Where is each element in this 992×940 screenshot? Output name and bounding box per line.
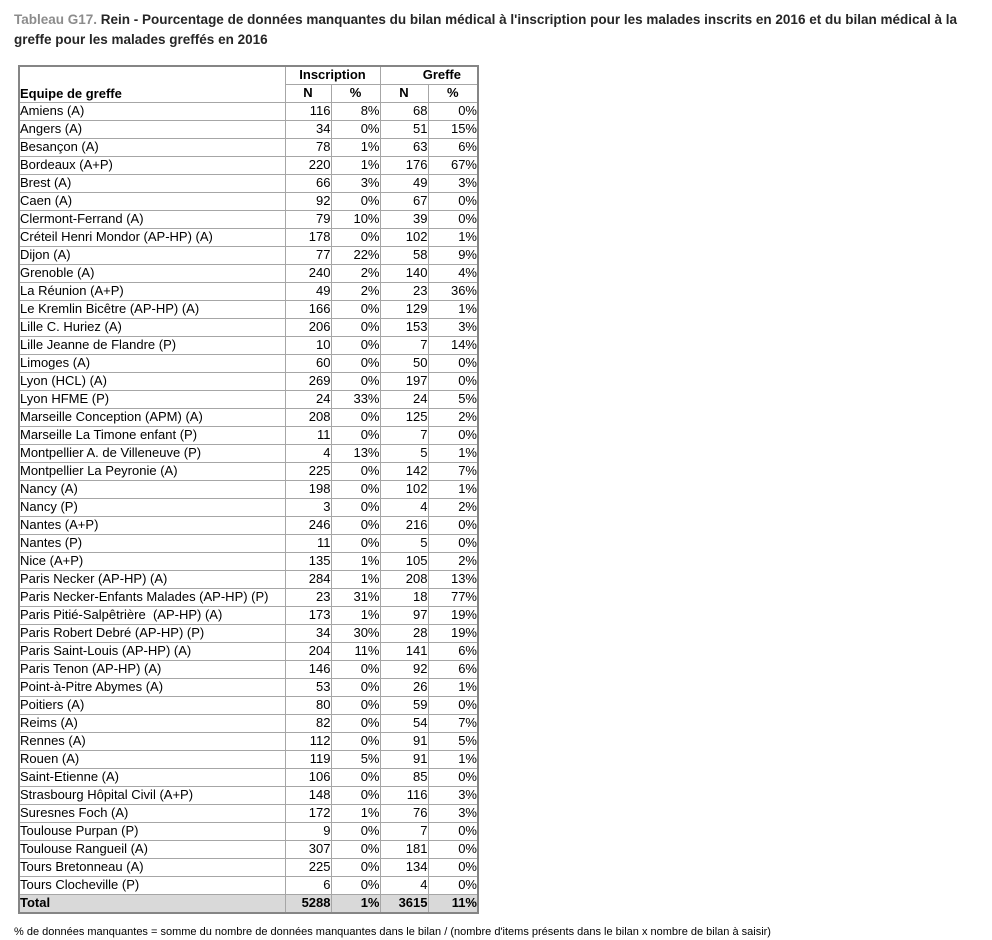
greffe-pct-cell: 1%: [428, 750, 478, 768]
inscription-n-cell: 178: [285, 228, 331, 246]
greffe-n-cell: 7: [380, 426, 428, 444]
team-name-cell: Angers (A): [19, 120, 285, 138]
inscription-pct-cell: 0%: [331, 228, 380, 246]
table-row: [19, 750, 478, 768]
inscription-n-cell: 78: [285, 138, 331, 156]
inscription-n-cell: 66: [285, 174, 331, 192]
team-name-cell: Grenoble (A): [19, 264, 285, 282]
greffe-pct-cell: 3%: [428, 318, 478, 336]
greffe-pct-cell: 19%: [428, 624, 478, 642]
team-name-cell: Poitiers (A): [19, 696, 285, 714]
inscription-pct-cell: 8%: [331, 102, 380, 120]
inscription-n-cell: 24: [285, 390, 331, 408]
table-row: [19, 768, 478, 786]
greffe-n-cell: 102: [380, 480, 428, 498]
inscription-pct-cell: 1%: [331, 606, 380, 624]
team-name-cell: Nice (A+P): [19, 552, 285, 570]
table-row: [19, 462, 478, 480]
table-row: [19, 804, 478, 822]
greffe-n-cell: 76: [380, 804, 428, 822]
table-row: [19, 732, 478, 750]
team-name-cell: Bordeaux (A+P): [19, 156, 285, 174]
inscription-n-cell: 82: [285, 714, 331, 732]
greffe-n-cell: 105: [380, 552, 428, 570]
inscription-pct-cell: 0%: [331, 660, 380, 678]
greffe-pct-cell: 9%: [428, 246, 478, 264]
greffe-n-cell: 7: [380, 336, 428, 354]
group-header-row: [19, 66, 478, 85]
greffe-pct-cell: 0%: [428, 858, 478, 876]
greffe-n-cell: 142: [380, 462, 428, 480]
inscription-n-cell: 172: [285, 804, 331, 822]
greffe-n-cell: 68: [380, 102, 428, 120]
table-row: [19, 300, 478, 318]
inscription-n-cell: 10: [285, 336, 331, 354]
greffe-n-cell: 102: [380, 228, 428, 246]
inscription-n-cell: 225: [285, 462, 331, 480]
inscription-pct-cell: 1%: [331, 804, 380, 822]
greffe-n-cell: 23: [380, 282, 428, 300]
inscription-pct-cell: 0%: [331, 498, 380, 516]
inscription-pct-cell: 2%: [331, 264, 380, 282]
inscription-n-cell: 269: [285, 372, 331, 390]
team-name-cell: Tours Clocheville (P): [19, 876, 285, 894]
greffe-n-cell: 39: [380, 210, 428, 228]
table-row: [19, 606, 478, 624]
greffe-pct-cell: 1%: [428, 444, 478, 462]
inscription-pct-cell: 0%: [331, 192, 380, 210]
inscription-n-cell: 225: [285, 858, 331, 876]
data-table: [18, 65, 479, 914]
team-name-cell: Saint-Etienne (A): [19, 768, 285, 786]
inscription-n-cell: 116: [285, 102, 331, 120]
inscription-pct-cell: 0%: [331, 534, 380, 552]
greffe-pct-cell: 6%: [428, 660, 478, 678]
team-name-cell: Paris Saint-Louis (AP-HP) (A): [19, 642, 285, 660]
table-row: [19, 426, 478, 444]
inscription-n-cell: 3: [285, 498, 331, 516]
greffe-n-cell: 59: [380, 696, 428, 714]
greffe-pct-cell: 2%: [428, 552, 478, 570]
col-header-inscription-pct: %: [331, 84, 380, 102]
inscription-n-cell: 135: [285, 552, 331, 570]
table-row: [19, 876, 478, 894]
greffe-n-cell: 24: [380, 390, 428, 408]
inscription-n-cell: 106: [285, 768, 331, 786]
inscription-n-cell: 11: [285, 426, 331, 444]
inscription-pct-cell: 0%: [331, 372, 380, 390]
inscription-n-cell: 4: [285, 444, 331, 462]
table-row: [19, 534, 478, 552]
inscription-pct-cell: 0%: [331, 408, 380, 426]
greffe-n-cell: 181: [380, 840, 428, 858]
team-name-cell: Le Kremlin Bicêtre (AP-HP) (A): [19, 300, 285, 318]
greffe-n-cell: 51: [380, 120, 428, 138]
table-row: [19, 714, 478, 732]
inscription-pct-cell: 13%: [331, 444, 380, 462]
inscription-n-cell: 198: [285, 480, 331, 498]
table-row: [19, 372, 478, 390]
greffe-n-cell: 91: [380, 732, 428, 750]
greffe-n-cell: 208: [380, 570, 428, 588]
table-row: [19, 228, 478, 246]
greffe-n-cell: 5: [380, 534, 428, 552]
inscription-pct-cell: 0%: [331, 480, 380, 498]
team-name-cell: Suresnes Foch (A): [19, 804, 285, 822]
team-name-cell: Montpellier A. de Villeneuve (P): [19, 444, 285, 462]
greffe-pct-cell: 15%: [428, 120, 478, 138]
table-row: [19, 642, 478, 660]
inscription-n-cell: 119: [285, 750, 331, 768]
inscription-pct-cell: 0%: [331, 840, 380, 858]
inscription-n-cell: 11: [285, 534, 331, 552]
inscription-pct-cell: 0%: [331, 300, 380, 318]
greffe-pct-cell: 3%: [428, 174, 478, 192]
greffe-n-cell: 125: [380, 408, 428, 426]
inscription-n-cell: 307: [285, 840, 331, 858]
inscription-n-cell: 208: [285, 408, 331, 426]
greffe-pct-cell: 5%: [428, 732, 478, 750]
inscription-n-cell: 112: [285, 732, 331, 750]
table-header: [19, 66, 478, 103]
greffe-n-cell: 50: [380, 354, 428, 372]
table-row: [19, 624, 478, 642]
greffe-pct-cell: 1%: [428, 480, 478, 498]
inscription-pct-cell: 22%: [331, 246, 380, 264]
team-name-cell: Lyon (HCL) (A): [19, 372, 285, 390]
greffe-n-cell: 129: [380, 300, 428, 318]
table-row: [19, 570, 478, 588]
inscription-n-cell: 53: [285, 678, 331, 696]
inscription-pct-cell: 0%: [331, 336, 380, 354]
team-name-cell: Clermont-Ferrand (A): [19, 210, 285, 228]
table-row: [19, 354, 478, 372]
team-name-cell: Reims (A): [19, 714, 285, 732]
inscription-pct-cell: 5%: [331, 750, 380, 768]
greffe-n-cell: 216: [380, 516, 428, 534]
team-name-cell: Limoges (A): [19, 354, 285, 372]
greffe-n-cell: 92: [380, 660, 428, 678]
team-name-cell: Lille Jeanne de Flandre (P): [19, 336, 285, 354]
greffe-n-cell: 54: [380, 714, 428, 732]
table-row: [19, 246, 478, 264]
inscription-pct-cell: 0%: [331, 354, 380, 372]
table-row: [19, 822, 478, 840]
table-row: [19, 444, 478, 462]
inscription-n-cell: 166: [285, 300, 331, 318]
table-row: [19, 102, 478, 120]
greffe-pct-cell: 1%: [428, 228, 478, 246]
greffe-pct-cell: 0%: [428, 192, 478, 210]
inscription-n-cell: 9: [285, 822, 331, 840]
table-body: [19, 102, 478, 894]
greffe-pct-cell: 36%: [428, 282, 478, 300]
table-row: [19, 318, 478, 336]
total-greffe-pct-cell: 11%: [428, 894, 478, 913]
inscription-pct-cell: 0%: [331, 426, 380, 444]
table-title: [14, 10, 976, 51]
inscription-n-cell: 146: [285, 660, 331, 678]
table-row: [19, 336, 478, 354]
inscription-n-cell: 77: [285, 246, 331, 264]
team-name-cell: Lille C. Huriez (A): [19, 318, 285, 336]
greffe-n-cell: 176: [380, 156, 428, 174]
greffe-pct-cell: 13%: [428, 570, 478, 588]
inscription-pct-cell: 1%: [331, 138, 380, 156]
inscription-pct-cell: 0%: [331, 462, 380, 480]
team-name-cell: Marseille La Timone enfant (P): [19, 426, 285, 444]
greffe-pct-cell: 0%: [428, 426, 478, 444]
table-row: [19, 516, 478, 534]
table-footer: [19, 894, 478, 913]
table-row: [19, 786, 478, 804]
total-row: [19, 894, 478, 913]
greffe-pct-cell: 3%: [428, 804, 478, 822]
inscription-n-cell: 79: [285, 210, 331, 228]
inscription-pct-cell: 31%: [331, 588, 380, 606]
table-row: [19, 156, 478, 174]
greffe-n-cell: 134: [380, 858, 428, 876]
greffe-pct-cell: 77%: [428, 588, 478, 606]
total-greffe-n-cell: 3615: [380, 894, 428, 913]
team-name-cell: Rennes (A): [19, 732, 285, 750]
table-row: [19, 858, 478, 876]
greffe-n-cell: 97: [380, 606, 428, 624]
greffe-pct-cell: 14%: [428, 336, 478, 354]
team-name-cell: Créteil Henri Mondor (AP-HP) (A): [19, 228, 285, 246]
inscription-pct-cell: 1%: [331, 570, 380, 588]
team-name-cell: La Réunion (A+P): [19, 282, 285, 300]
table-row: [19, 192, 478, 210]
inscription-pct-cell: 0%: [331, 858, 380, 876]
inscription-n-cell: 246: [285, 516, 331, 534]
greffe-pct-cell: 0%: [428, 840, 478, 858]
greffe-n-cell: 67: [380, 192, 428, 210]
table-row: [19, 660, 478, 678]
inscription-pct-cell: 0%: [331, 732, 380, 750]
inscription-pct-cell: 33%: [331, 390, 380, 408]
greffe-pct-cell: 0%: [428, 768, 478, 786]
inscription-pct-cell: 30%: [331, 624, 380, 642]
footnote: % de données manquantes = somme du nombre de données manquantes dans le bilan / (nombre d'items présents dans le bilan x nombre de bilan à saisir): [14, 925, 771, 938]
inscription-pct-cell: 0%: [331, 714, 380, 732]
inscription-pct-cell: 1%: [331, 156, 380, 174]
col-group-greffe: Greffe: [380, 66, 478, 85]
inscription-pct-cell: 0%: [331, 516, 380, 534]
inscription-pct-cell: 3%: [331, 174, 380, 192]
greffe-n-cell: 63: [380, 138, 428, 156]
greffe-n-cell: 153: [380, 318, 428, 336]
greffe-pct-cell: 0%: [428, 696, 478, 714]
greffe-pct-cell: 0%: [428, 516, 478, 534]
table-row: [19, 480, 478, 498]
inscription-n-cell: 49: [285, 282, 331, 300]
total-inscription-n-cell: 5288: [285, 894, 331, 913]
greffe-pct-cell: 19%: [428, 606, 478, 624]
inscription-pct-cell: 0%: [331, 768, 380, 786]
greffe-pct-cell: 6%: [428, 138, 478, 156]
inscription-n-cell: 284: [285, 570, 331, 588]
inscription-pct-cell: 0%: [331, 876, 380, 894]
greffe-pct-cell: 0%: [428, 372, 478, 390]
table-row: [19, 282, 478, 300]
greffe-pct-cell: 0%: [428, 210, 478, 228]
col-header-greffe-pct: %: [428, 84, 478, 102]
greffe-n-cell: 5: [380, 444, 428, 462]
greffe-pct-cell: 7%: [428, 462, 478, 480]
greffe-n-cell: 26: [380, 678, 428, 696]
table-row: [19, 678, 478, 696]
greffe-pct-cell: 6%: [428, 642, 478, 660]
inscription-n-cell: 173: [285, 606, 331, 624]
greffe-n-cell: 28: [380, 624, 428, 642]
team-name-cell: Nantes (P): [19, 534, 285, 552]
team-name-cell: Tours Bretonneau (A): [19, 858, 285, 876]
inscription-pct-cell: 2%: [331, 282, 380, 300]
table-row: [19, 696, 478, 714]
greffe-pct-cell: 0%: [428, 354, 478, 372]
inscription-pct-cell: 0%: [331, 786, 380, 804]
greffe-n-cell: 140: [380, 264, 428, 282]
col-header-inscription-n: N: [285, 84, 331, 102]
inscription-pct-cell: 0%: [331, 822, 380, 840]
inscription-n-cell: 92: [285, 192, 331, 210]
greffe-pct-cell: 3%: [428, 786, 478, 804]
greffe-n-cell: 91: [380, 750, 428, 768]
team-name-cell: Paris Pitié-Salpêtrière (AP-HP) (A): [19, 606, 285, 624]
team-name-cell: Strasbourg Hôpital Civil (A+P): [19, 786, 285, 804]
inscription-pct-cell: 11%: [331, 642, 380, 660]
greffe-pct-cell: 0%: [428, 876, 478, 894]
inscription-n-cell: 34: [285, 120, 331, 138]
team-name-cell: Dijon (A): [19, 246, 285, 264]
greffe-pct-cell: 2%: [428, 408, 478, 426]
table-title-text: Rein - Pourcentage de données manquantes du bilan médical à l'inscription pour les malades inscrits en 2016 et du bilan médical à la greffe pour les malades greffés en 2016: [14, 12, 957, 48]
table-row: [19, 588, 478, 606]
team-name-cell: Paris Necker (AP-HP) (A): [19, 570, 285, 588]
team-name-cell: Caen (A): [19, 192, 285, 210]
col-header-greffe-n: N: [380, 84, 428, 102]
greffe-pct-cell: 5%: [428, 390, 478, 408]
team-name-cell: Montpellier La Peyronie (A): [19, 462, 285, 480]
team-name-cell: Rouen (A): [19, 750, 285, 768]
team-name-cell: Nantes (A+P): [19, 516, 285, 534]
inscription-pct-cell: 0%: [331, 678, 380, 696]
col-group-inscription: Inscription: [285, 66, 380, 85]
total-inscription-pct-cell: 1%: [331, 894, 380, 913]
team-name-cell: Amiens (A): [19, 102, 285, 120]
greffe-n-cell: 116: [380, 786, 428, 804]
inscription-pct-cell: 0%: [331, 120, 380, 138]
greffe-pct-cell: 0%: [428, 102, 478, 120]
team-name-cell: Lyon HFME (P): [19, 390, 285, 408]
inscription-n-cell: 220: [285, 156, 331, 174]
table-row: [19, 840, 478, 858]
table-row: [19, 210, 478, 228]
greffe-n-cell: 85: [380, 768, 428, 786]
greffe-n-cell: 58: [380, 246, 428, 264]
col-header-team: Equipe de greffe: [19, 66, 285, 103]
greffe-pct-cell: 4%: [428, 264, 478, 282]
inscription-n-cell: 80: [285, 696, 331, 714]
greffe-pct-cell: 0%: [428, 822, 478, 840]
team-name-cell: Paris Tenon (AP-HP) (A): [19, 660, 285, 678]
greffe-n-cell: 18: [380, 588, 428, 606]
inscription-n-cell: 60: [285, 354, 331, 372]
team-name-cell: Marseille Conception (APM) (A): [19, 408, 285, 426]
table-row: [19, 498, 478, 516]
inscription-n-cell: 148: [285, 786, 331, 804]
inscription-n-cell: 206: [285, 318, 331, 336]
table-row: [19, 390, 478, 408]
total-label-cell: Total: [19, 894, 285, 913]
inscription-n-cell: 204: [285, 642, 331, 660]
inscription-pct-cell: 0%: [331, 696, 380, 714]
greffe-pct-cell: 2%: [428, 498, 478, 516]
greffe-n-cell: 197: [380, 372, 428, 390]
inscription-pct-cell: 0%: [331, 318, 380, 336]
table-row: [19, 408, 478, 426]
table-row: [19, 552, 478, 570]
table-title-prefix: Tableau G17.: [14, 12, 98, 27]
team-name-cell: Point-à-Pitre Abymes (A): [19, 678, 285, 696]
greffe-pct-cell: 1%: [428, 678, 478, 696]
greffe-n-cell: 7: [380, 822, 428, 840]
greffe-n-cell: 4: [380, 498, 428, 516]
table-row: [19, 138, 478, 156]
greffe-n-cell: 4: [380, 876, 428, 894]
greffe-n-cell: 49: [380, 174, 428, 192]
team-name-cell: Nancy (A): [19, 480, 285, 498]
inscription-n-cell: 240: [285, 264, 331, 282]
greffe-pct-cell: 7%: [428, 714, 478, 732]
inscription-n-cell: 23: [285, 588, 331, 606]
inscription-n-cell: 6: [285, 876, 331, 894]
team-name-cell: Toulouse Purpan (P): [19, 822, 285, 840]
greffe-pct-cell: 67%: [428, 156, 478, 174]
team-name-cell: Nancy (P): [19, 498, 285, 516]
table-row: [19, 120, 478, 138]
inscription-pct-cell: 1%: [331, 552, 380, 570]
greffe-n-cell: 141: [380, 642, 428, 660]
team-name-cell: Brest (A): [19, 174, 285, 192]
greffe-pct-cell: 1%: [428, 300, 478, 318]
greffe-pct-cell: 0%: [428, 534, 478, 552]
team-name-cell: Toulouse Rangueil (A): [19, 840, 285, 858]
table-row: [19, 264, 478, 282]
team-name-cell: Paris Necker-Enfants Malades (AP-HP) (P): [19, 588, 285, 606]
inscription-pct-cell: 10%: [331, 210, 380, 228]
team-name-cell: Besançon (A): [19, 138, 285, 156]
inscription-n-cell: 34: [285, 624, 331, 642]
team-name-cell: Paris Robert Debré (AP-HP) (P): [19, 624, 285, 642]
table-row: [19, 174, 478, 192]
